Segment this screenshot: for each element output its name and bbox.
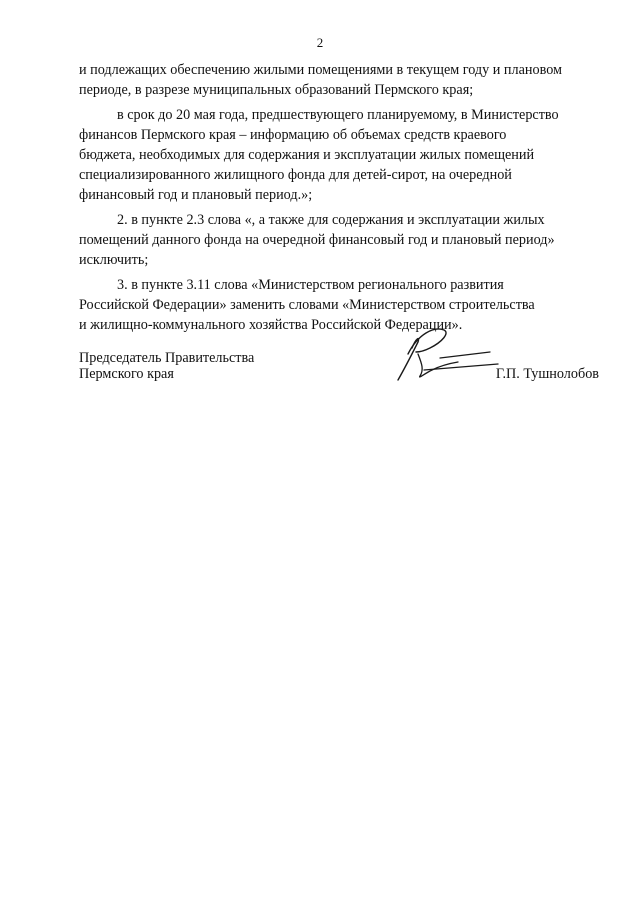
text-line: и подлежащих обеспечению жилыми помещениями в текущем году и плановом [79, 62, 562, 78]
text-line: финансовый год и плановый период.»; [79, 187, 313, 203]
paragraph-3 [79, 210, 598, 270]
signer-title [79, 350, 254, 382]
signature-block [79, 350, 599, 390]
text-line: специализированного жилищного фонда для детей-сирот, на очередной [79, 167, 512, 183]
text-line: финансов Пермского края – информацию об объемах средств краевого [79, 127, 507, 143]
text-line: и жилищно-коммунального хозяйства Российской Федерации». [79, 317, 463, 333]
paragraph-2 [79, 105, 598, 205]
text-line: периоде, в разрезе муниципальных образований Пермского края; [79, 82, 474, 98]
document-body [79, 60, 598, 335]
paragraph-4 [79, 275, 598, 335]
text-line: помещений данного фонда на очередной финансовый год и плановый период» [79, 232, 555, 248]
signer-title-line: Пермского края [79, 366, 174, 382]
text-line: Российской Федерации» заменить словами «Министерством строительства [79, 297, 535, 313]
text-line: бюджета, необходимых для содержания и эксплуатации жилых помещений [79, 147, 535, 163]
page-number: 2 [316, 35, 324, 50]
signer-title-line: Председатель Правительства [79, 350, 255, 366]
text-line: в срок до 20 мая года, предшествующего планируемому, в Министерство [117, 107, 559, 123]
text-line: 3. в пункте 3.11 слова «Министерством регионального развития [117, 277, 504, 293]
text-line: 2. в пункте 2.3 слова «, а также для содержания и эксплуатации жилых [117, 212, 545, 228]
signer-name: Г.П. Тушнолобов [495, 366, 599, 382]
paragraph-1 [79, 60, 598, 100]
text-line: исключить; [79, 252, 149, 268]
handwritten-signature [394, 324, 499, 384]
